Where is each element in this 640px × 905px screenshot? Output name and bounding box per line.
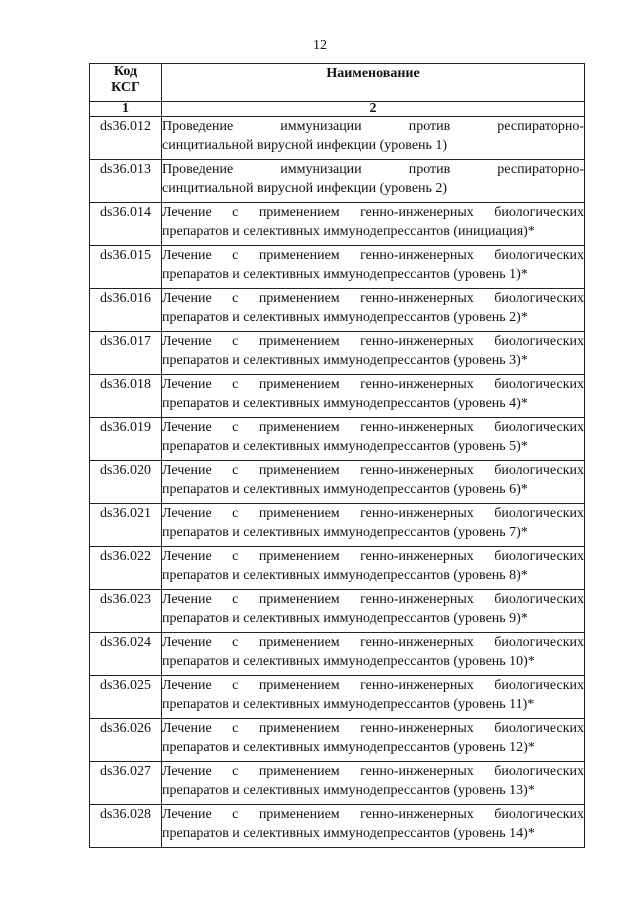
ksg-name-line1: Лечение с применением генно-инженерных биологических: [162, 205, 584, 220]
ksg-name-line2: препаратов и селективных иммунодепрессантов (уровень 8)*: [162, 568, 528, 583]
ksg-name-line2: препаратов и селективных иммунодепрессантов (уровень 14)*: [162, 826, 535, 841]
table-body: [90, 117, 585, 848]
ksg-name-line2: препаратов и селективных иммунодепрессантов (уровень 3)*: [162, 353, 528, 368]
ksg-name-line2: препаратов и селективных иммунодепрессантов (инициация)*: [162, 224, 535, 239]
column-number-2: 2: [162, 102, 585, 117]
table-row: [90, 762, 585, 805]
ksg-code-cell: ds36.018: [90, 375, 162, 418]
ksg-code-cell: ds36.016: [90, 289, 162, 332]
ksg-name-line2: синцитиальной вирусной инфекции (уровень 1): [162, 138, 448, 153]
ksg-name-cell: [162, 418, 585, 461]
ksg-name-line2: препаратов и селективных иммунодепрессантов (уровень 13)*: [162, 783, 535, 798]
ksg-name-line1: Проведение иммунизации против респираторно-: [162, 162, 584, 177]
table-row: [90, 332, 585, 375]
column-header-code: [90, 64, 162, 102]
ksg-code-cell: ds36.013: [90, 160, 162, 203]
ksg-name-cell: [162, 590, 585, 633]
table-row: [90, 547, 585, 590]
ksg-name-line1: Лечение с применением генно-инженерных биологических: [162, 377, 584, 392]
table-row: [90, 504, 585, 547]
ksg-code-cell: ds36.028: [90, 805, 162, 848]
table-row: [90, 375, 585, 418]
ksg-name-line1: Лечение с применением генно-инженерных биологических: [162, 506, 584, 521]
table-row: [90, 418, 585, 461]
ksg-name-line1: Проведение иммунизации против респираторно-: [162, 119, 584, 134]
ksg-name-line2: препаратов и селективных иммунодепрессантов (уровень 11)*: [162, 697, 535, 712]
column-number-1: 1: [90, 102, 162, 117]
ksg-name-cell: [162, 203, 585, 246]
ksg-name-line1: Лечение с применением генно-инженерных биологических: [162, 807, 584, 822]
ksg-name-line2: препаратов и селективных иммунодепрессантов (уровень 6)*: [162, 482, 528, 497]
ksg-name-line2: препаратов и селективных иммунодепрессантов (уровень 2)*: [162, 310, 528, 325]
ksg-name-line1: Лечение с применением генно-инженерных биологических: [162, 291, 584, 306]
ksg-name-line1: Лечение с применением генно-инженерных биологических: [162, 592, 584, 607]
column-header-code-line2: КСГ: [111, 80, 140, 95]
ksg-name-line1: Лечение с применением генно-инженерных биологических: [162, 678, 584, 693]
ksg-name-line1: Лечение с применением генно-инженерных биологических: [162, 764, 584, 779]
ksg-name-line2: препаратов и селективных иммунодепрессантов (уровень 5)*: [162, 439, 528, 454]
table-header-row: [90, 64, 585, 102]
ksg-name-line2: препаратов и селективных иммунодепрессантов (уровень 4)*: [162, 396, 528, 411]
ksg-code-cell: ds36.024: [90, 633, 162, 676]
table-row: [90, 160, 585, 203]
ksg-name-cell: [162, 676, 585, 719]
table-row: [90, 246, 585, 289]
column-header-code-line1: Код: [113, 64, 138, 79]
table-row: [90, 590, 585, 633]
ksg-name-line1: Лечение с применением генно-инженерных биологических: [162, 549, 584, 564]
ksg-code-cell: ds36.026: [90, 719, 162, 762]
page-number: 12: [313, 38, 327, 53]
ksg-name-cell: [162, 289, 585, 332]
ksg-table: [89, 63, 585, 848]
ksg-name-line1: Лечение с применением генно-инженерных биологических: [162, 635, 584, 650]
ksg-name-line1: Лечение с применением генно-инженерных биологических: [162, 721, 584, 736]
table-row: [90, 633, 585, 676]
ksg-name-cell: [162, 246, 585, 289]
ksg-code-cell: ds36.020: [90, 461, 162, 504]
table-row: [90, 461, 585, 504]
ksg-code-cell: ds36.022: [90, 547, 162, 590]
ksg-name-line1: Лечение с применением генно-инженерных биологических: [162, 420, 584, 435]
table-row: [90, 117, 585, 160]
ksg-name-cell: [162, 160, 585, 203]
ksg-code-cell: ds36.023: [90, 590, 162, 633]
ksg-name-cell: [162, 504, 585, 547]
ksg-name-cell: [162, 633, 585, 676]
column-number-row: [90, 102, 585, 117]
table-row: [90, 203, 585, 246]
ksg-name-cell: [162, 117, 585, 160]
ksg-code-cell: ds36.027: [90, 762, 162, 805]
table-row: [90, 805, 585, 848]
ksg-name-line2: препаратов и селективных иммунодепрессантов (уровень 1)*: [162, 267, 528, 282]
ksg-name-line2: препаратов и селективных иммунодепрессантов (уровень 10)*: [162, 654, 535, 669]
ksg-name-line1: Лечение с применением генно-инженерных биологических: [162, 463, 584, 478]
ksg-code-cell: ds36.012: [90, 117, 162, 160]
ksg-code-cell: ds36.021: [90, 504, 162, 547]
ksg-code-cell: ds36.015: [90, 246, 162, 289]
table-row: [90, 719, 585, 762]
ksg-name-cell: [162, 547, 585, 590]
ksg-code-cell: ds36.017: [90, 332, 162, 375]
ksg-name-line2: синцитиальной вирусной инфекции (уровень 2): [162, 181, 448, 196]
ksg-name-line1: Лечение с применением генно-инженерных биологических: [162, 248, 584, 263]
ksg-name-cell: [162, 375, 585, 418]
ksg-code-cell: ds36.014: [90, 203, 162, 246]
ksg-name-line2: препаратов и селективных иммунодепрессантов (уровень 7)*: [162, 525, 528, 540]
column-header-name: Наименование: [162, 64, 585, 102]
table-row: [90, 289, 585, 332]
ksg-name-cell: [162, 762, 585, 805]
ksg-name-cell: [162, 332, 585, 375]
ksg-name-cell: [162, 461, 585, 504]
ksg-name-cell: [162, 805, 585, 848]
ksg-name-line2: препаратов и селективных иммунодепрессантов (уровень 12)*: [162, 740, 535, 755]
ksg-code-cell: ds36.025: [90, 676, 162, 719]
ksg-code-cell: ds36.019: [90, 418, 162, 461]
ksg-name-cell: [162, 719, 585, 762]
ksg-name-line2: препаратов и селективных иммунодепрессантов (уровень 9)*: [162, 611, 528, 626]
ksg-name-line1: Лечение с применением генно-инженерных биологических: [162, 334, 584, 349]
table-row: [90, 676, 585, 719]
